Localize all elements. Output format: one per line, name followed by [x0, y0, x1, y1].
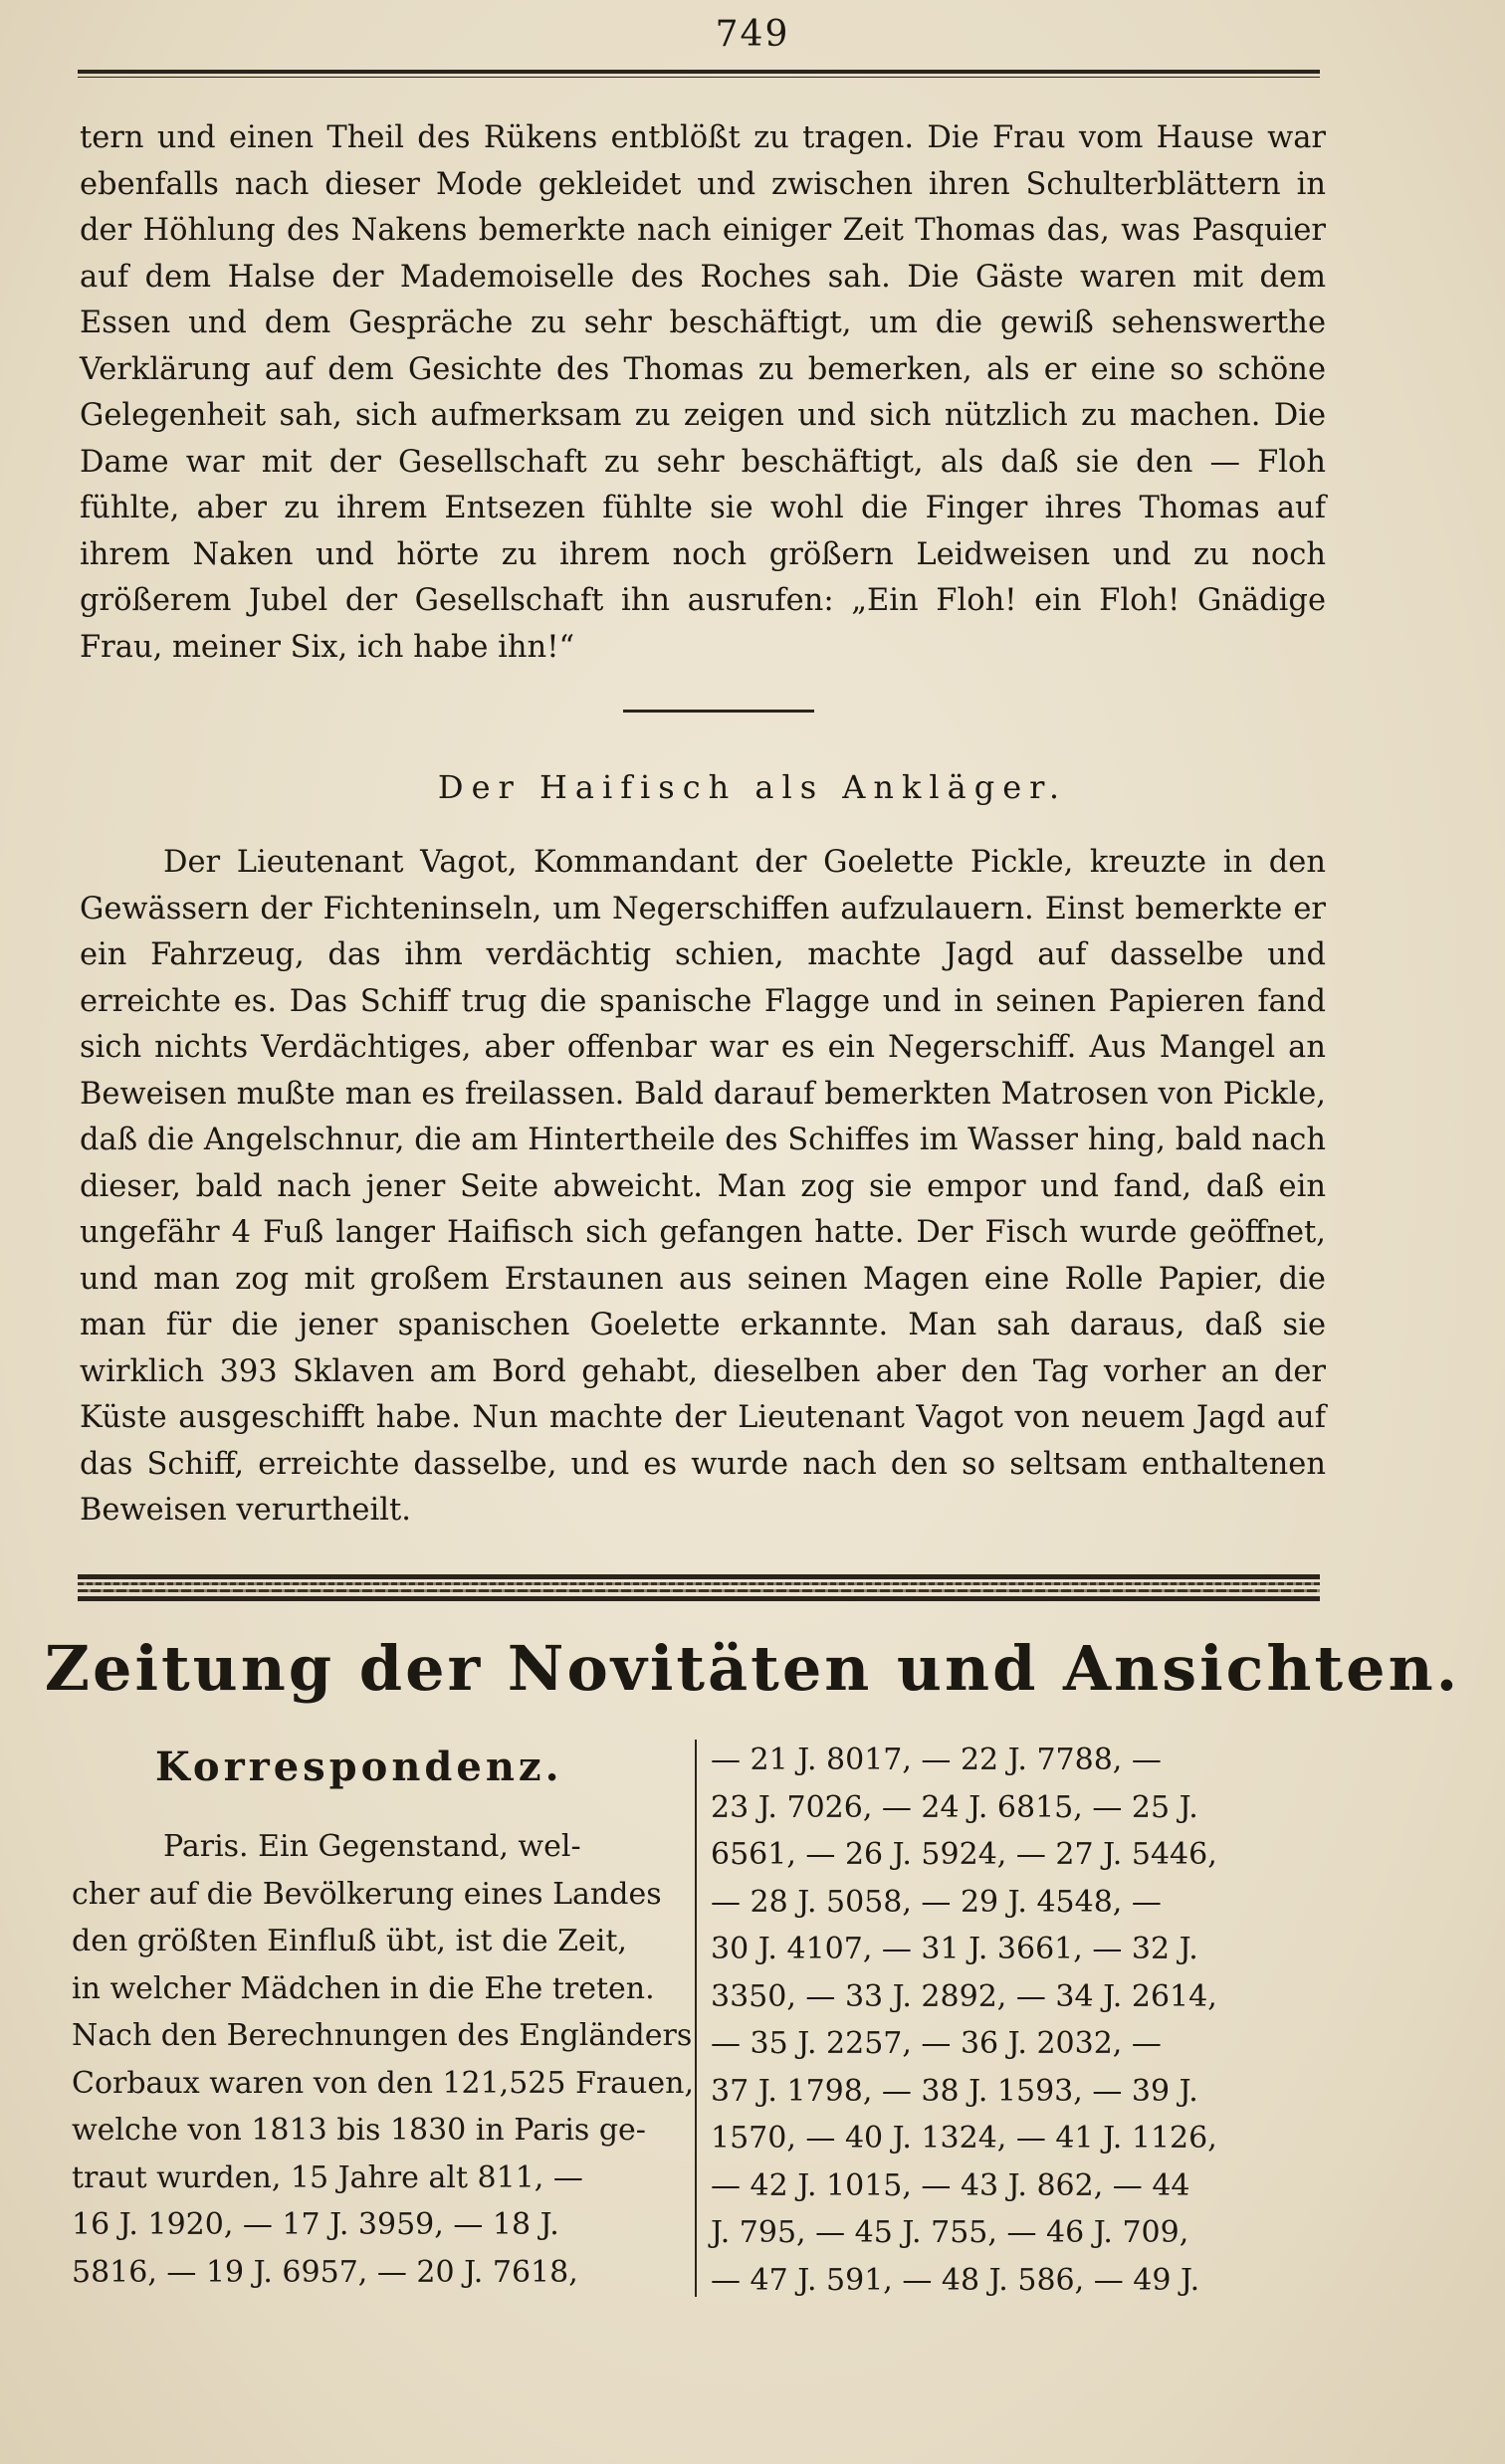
section-masthead: Zeitung der Novitäten und Ansichten. — [44, 1632, 1461, 1705]
column-line: — 47 J. 591, — 48 J. 586, — 49 J. — [711, 2262, 1200, 2298]
header-rule — [78, 70, 1320, 74]
column-line: Nach den Berechnungen des Engländers — [72, 2018, 693, 2053]
column-line: — 21 J. 8017, — 22 J. 7788, — — [711, 1743, 1162, 1777]
column-line: in welcher Mädchen in die Ehe treten. — [72, 1970, 655, 2006]
left-column — [72, 1823, 694, 2296]
correspondence-title: Korrespondenz. — [155, 1744, 563, 1790]
column-line: cher auf die Bevölkerung eines Landes — [72, 1876, 662, 1912]
column-divider — [695, 1740, 697, 2297]
column-line: — 28 J. 5058, — 29 J. 4548, — — [711, 1884, 1162, 1920]
column-line: Corbaux waren von den 121,525 Frauen, — [72, 2065, 694, 2101]
page-number: 749 — [715, 14, 790, 55]
shark-story-paragraph: Der Lieutenant Vagot, Kommandant der Goelette Pickle, kreuzte in den Gewässern der Fichteninseln, um Negerschiffen aufzulauern. Einst bemerkte er ein Fahrzeug, das ihm verdächtig schien, machte Jagd auf dasselbe und erreichte es. Das Schiff trug die spanische Flagge und in seinen Papieren fand sich nichts Verdächtiges, aber offenbar war es ein Negerschiff. Aus Mangel an Beweisen mußte man es freilassen. Bald darauf bemerkten Matrosen von Pickle, daß die Angelschnur, die am Hintertheile des Schiffes im Wasser hing, bald nach dieser, bald nach jener Seite abweicht. Man zog sie empor und fand, daß ein ungefähr 4 Fuß langer Haifisch sich gefangen hatte. Der Fisch wurde geöffnet, und man zog mit großem Erstaunen aus seinen Magen eine Rolle Papier, die man für die jener spanischen Goelette erkannte. Man sah daraus, daß sie wirklich 393 Sklaven am Bord gehabt, dieselben aber den Tag vorher an der Küste ausgeschifft habe. Nun machte der Lieutenant Vagot von neuem Jagd auf das Schiff, erreichte dasselbe, und es wurde nach den so seltsam enthaltenen Beweisen verurtheilt. — [80, 845, 1326, 1528]
column-line: 37 J. 1798, — 38 J. 1593, — 39 J. — [711, 2073, 1198, 2109]
column-line: Paris. Ein Gegenstand, wel- — [163, 1829, 581, 1864]
ornamental-rule-top — [78, 1574, 1320, 1579]
column-line: — 35 J. 2257, — 36 J. 2032, — — [711, 2026, 1162, 2061]
column-line: 1570, — 40 J. 1324, — 41 J. 1126, — [711, 2121, 1217, 2156]
column-line: 6561, — 26 J. 5924, — 27 J. 5446, — [711, 1837, 1217, 1872]
column-line: 3350, — 33 J. 2892, — 34 J. 2614, — [711, 1978, 1217, 2014]
column-line: welche von 1813 bis 1830 in Paris ge- — [72, 2113, 646, 2148]
right-column — [711, 1737, 1320, 2304]
column-line: 5816, — 19 J. 6957, — 20 J. 7618, — [72, 2254, 578, 2290]
ornamental-rule-hatched-1 — [78, 1582, 1320, 1585]
column-line: 16 J. 1920, — 17 J. 3959, — 18 J. — [72, 2207, 559, 2242]
ornamental-rule-hatched-2 — [78, 1589, 1320, 1592]
column-line: 30 J. 4107, — 31 J. 3661, — 32 J. — [711, 1932, 1198, 1966]
column-line: — 42 J. 1015, — 43 J. 862, — 44 — [711, 2167, 1190, 2203]
anecdote-continuation-paragraph: tern und einen Theil des Rükens entblößt zu tragen. Die Frau vom Hause war ebenfalls nach dieser Mode gekleidet und zwischen ihren Schulterblättern in der Höhlung des Nakens bemerkte nach einiger Zeit Thomas das, was Pasquier auf dem Halse der Mademoiselle des Roches sah. Die Gäste waren mit dem Essen und dem Gespräche zu sehr beschäftigt, um die gewiß sehenswerthe Verklärung auf dem Gesichte des Thomas zu bemerken, als er eine so schöne Gelegenheit sah, sich aufmerksam zu zeigen und sich nützlich zu machen. Die Dame war mit der Gesellschaft zu sehr beschäftigt, als daß sie den — Floh fühlte, aber zu ihrem Entsezen fühlte sie wohl die Finger ihres Thomas auf ihrem Naken und hörte zu ihrem noch größern Leidweisen und zu noch größerem Jubel der Gesellschaft ihn ausrufen: „Ein Floh! ein Floh! Gnädige Frau, meiner Six, ich habe ihn!“ — [80, 120, 1326, 665]
column-line: J. 795, — 45 J. 755, — 46 J. 709, — [711, 2215, 1189, 2250]
section-separator-rule — [623, 710, 814, 713]
header-rule-thin — [78, 77, 1320, 78]
column-line: traut wurden, 15 Jahre alt 811, — — [72, 2159, 583, 2195]
ornamental-rule-bottom — [78, 1596, 1320, 1601]
column-line: den größten Einfluß übt, ist die Zeit, — [72, 1924, 627, 1958]
column-line: 23 J. 7026, — 24 J. 6815, — 25 J. — [711, 1789, 1198, 1825]
story-heading: Der Haifisch als Ankläger. — [437, 768, 1068, 806]
